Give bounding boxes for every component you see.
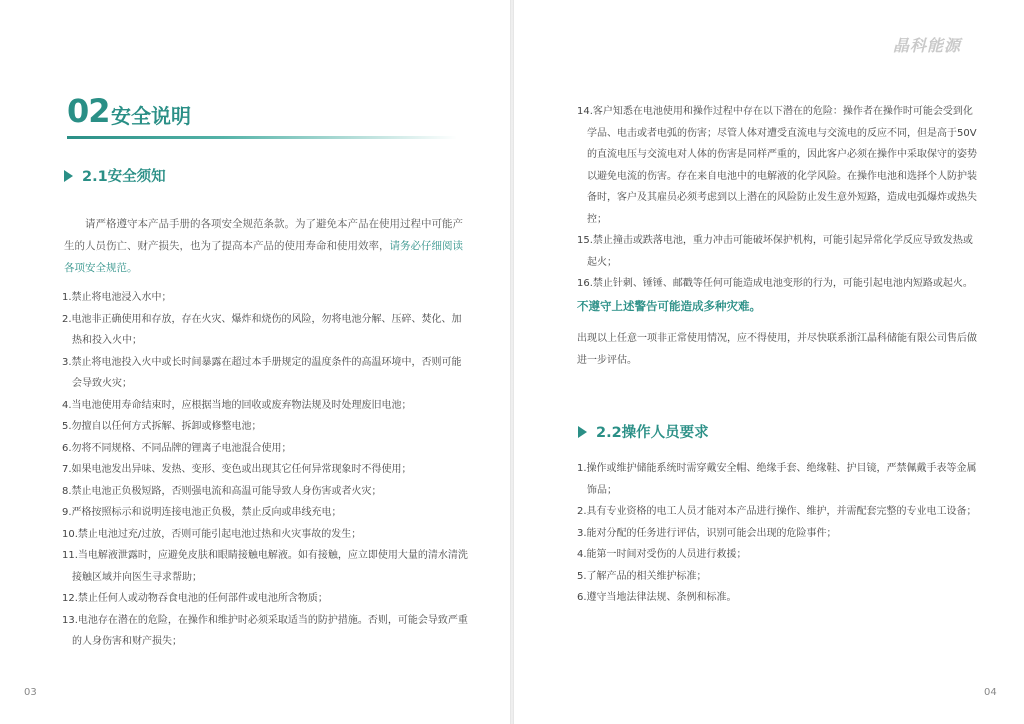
list-item: 1.操作或维护储能系统时需穿戴安全帽、绝缘手套、绝缘鞋、护目镜，严禁佩戴手表等金属饰品； [577, 463, 977, 496]
list-item: 14.客户知悉在电池使用和操作过程中存在以下潜在的危险：操作者在操作时可能会受到化学品、电击或者电弧的伤害；尽管人体对遭受直流电与交流电的反应不同，但是高于50V的直流电压与交流电对人体的伤害是同样严重的，因此客户必须在操作中采取保守的姿势以避免电流的伤害。存在来自电池中的电解液的化学风险。在操作电池和选择个人防护装备时，客户及其雇员必须考虑到以上潜在的风险防止发生意外短路，造成电弧爆炸或热失控； [577, 106, 977, 225]
warning-text: 不遵守上述警告可能造成多种灾难。 [577, 299, 761, 313]
list-item: 12.禁止任何人或动物吞食电池的任何部件或电池所含物质； [62, 593, 328, 604]
section-heading-safety [64, 165, 166, 186]
list-item: 2.电池非正确使用和存放，存在火灾、爆炸和烧伤的风险，勿将电池分解、压碎、焚化、加热和投入火中； [62, 313, 462, 346]
list-item: 6.遵守当地法律法规、条例和标准。 [577, 592, 737, 603]
list-item: 1.禁止将电池浸入水中； [62, 292, 172, 303]
safety-list-continued [577, 101, 982, 295]
intro-paragraph [64, 213, 469, 279]
list-item: 4.能第一时间对受伤的人员进行救援； [577, 549, 747, 560]
brand-logo: 晶科能源 [893, 36, 962, 55]
page-number-right: 04 [984, 687, 997, 698]
list-item: 15.禁止撞击或跌落电池，重力冲击可能破坏保护机构，可能引起异常化学反应导致发热或起火； [577, 235, 973, 268]
section-heading-personnel [578, 421, 709, 442]
requirements-list [577, 458, 982, 609]
safety-list [62, 287, 470, 653]
list-item: 3.禁止将电池投入火中或长时间暴露在超过本手册规定的温度条件的高温环境中，否则可能会导致火灾； [62, 356, 462, 389]
list-item: 11.当电解液泄露时，应避免皮肤和眼睛接触电解液。如有接触，应立即使用大量的清水清洗接触区域并向医生寻求帮助； [62, 550, 468, 583]
list-item: 13.电池存在潜在的危险，在操作和维护时必须采取适当的防护措施。否则，可能会导致严重的人身伤害和财产损失； [62, 614, 468, 647]
intro-text: 请严格遵守本产品手册的各项安全规范条款。为了避免本产品在使用过程中可能产生的人员伤亡、财产损失，也为了提高本产品的使用寿命和使用效率， [64, 218, 463, 252]
list-item: 10.禁止电池过充/过放，否则可能引起电池过热和火灾事故的发生； [62, 528, 362, 540]
section-title: 2.2操作人员要求 [596, 425, 709, 441]
list-item: 7.如果电池发出异味、发热、变形、变色或出现其它任何异常现象时不得使用； [62, 464, 412, 475]
list-item: 2.具有专业资格的电工人员才能对本产品进行操作、维护，并需配套完整的专业电工设备； [577, 506, 977, 517]
list-item: 9.严格按照标示和说明连接电池正负极，禁止反向或串线充电； [62, 507, 342, 518]
intro-highlight: 请务必仔细阅读各项安全规范。 [64, 240, 463, 274]
list-item: 3.能对分配的任务进行评估，识别可能会出现的危险事件； [577, 527, 837, 539]
list-item: 4.当电池使用寿命结束时，应根据当地的回收或废弃物法规及时处理废旧电池； [62, 399, 412, 411]
list-item: 5.勿擅自以任何方式拆解、拆卸或修整电池； [62, 421, 262, 432]
section-title: 2.1安全须知 [82, 169, 166, 185]
list-item: 5.了解产品的相关维护标准； [577, 570, 707, 582]
list-item: 16.禁止针刺、锤锤、邮戳等任何可能造成电池变形的行为，可能引起电池内短路或起火。 [577, 278, 973, 289]
left-page [0, 0, 510, 724]
page-number-left: 03 [24, 687, 37, 698]
triangle-bullet-icon [578, 426, 587, 438]
triangle-bullet-icon [64, 170, 73, 182]
list-item: 6.勿将不同规格、不同品牌的锂离子电池混合使用； [62, 442, 292, 454]
advice-paragraph: 出现以上任意一项非正常使用情况，应不得使用，并尽快联系浙江晶科储能有限公司售后做进一步评估。 [577, 333, 977, 366]
chapter-number: 02 [67, 92, 110, 130]
chapter-title: 安全说明 [111, 104, 191, 128]
chapter-underline [67, 136, 457, 139]
list-item: 8.禁止电池正负极短路，否则强电流和高温可能导致人身伤害或者火灾； [62, 485, 382, 497]
